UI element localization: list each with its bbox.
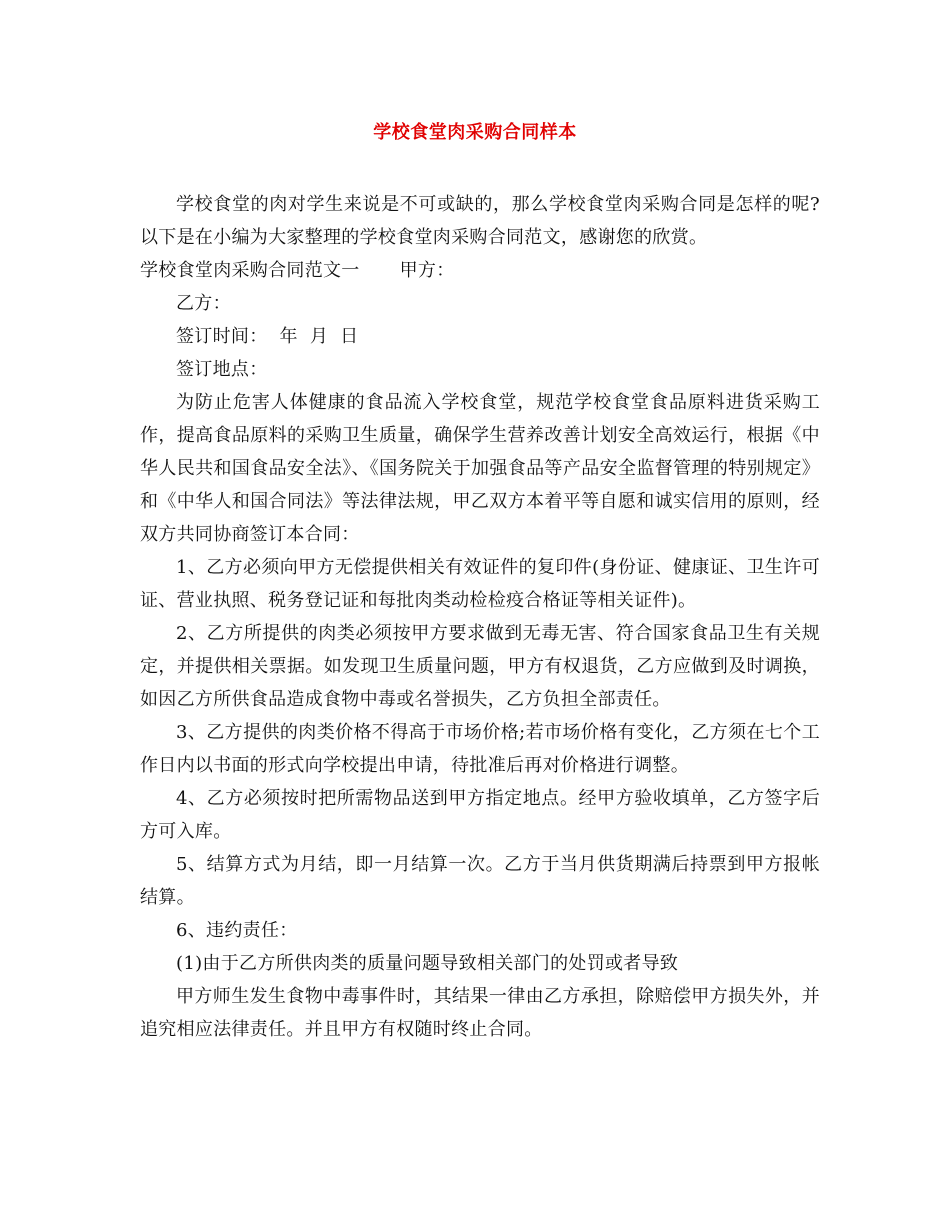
clause-4: 4、乙方必须按时把所需物品送到甲方指定地点。经甲方验收填单，乙方签字后方可入库。 <box>140 788 820 842</box>
clause-5: 5、结算方式为月结，即一月结算一次。乙方于当月供货期满后持票到甲方报帐结算。 <box>140 854 820 908</box>
clause-3: 3、乙方提供的肉类价格不得高于市场价格;若市场价格有变化，乙方须在七个工作日内以书面的形式向学校提出申请，待批准后再对价格进行调整。 <box>140 722 820 776</box>
intro-paragraph: 学校食堂的肉对学生来说是不可或缺的，那么学校食堂肉采购合同是怎样的呢?以下是在小编为大家整理的学校食堂肉采购合同范文，感谢您的欣赏。 <box>140 194 820 248</box>
date-month: 月 <box>309 326 329 347</box>
sign-place-label: 签订地点： <box>176 359 268 380</box>
clause-1: 1、乙方必须向甲方无偿提供相关有效证件的复印件(身份证、健康证、卫生许可证、营业执照、税务登记证和每批肉类动检检疫合格证等相关证件)。 <box>140 557 820 611</box>
sign-time-line <box>140 320 820 353</box>
clause-6-heading: 6、违约责任： <box>176 920 298 941</box>
sample-heading-line <box>140 254 820 287</box>
preamble-paragraph: 为防止危害人体健康的食品流入学校食堂，规范学校食堂食品原料进货采购工作，提高食品原料的采购卫生质量，确保学生营养改善计划安全高效运行，根据《中华人民共和国食品安全法》、《国务院关于加强食品等产品安全监督管理的特别规定》和《中华人和国合同法》等法律法规，甲乙双方本着平等自愿和诚实信用的原则，经双方共同协商签订本合同： <box>140 392 820 545</box>
date-day: 日 <box>340 326 359 347</box>
clause-6-item-1-continued: 甲方师生发生食物中毒事件时，其结果一律由乙方承担，除赔偿甲方损失外，并追究相应法律责任。并且甲方有权随时终止合同。 <box>140 986 820 1040</box>
date-year: 年 <box>279 326 298 347</box>
clause-6-item-1: (1)由于乙方所供肉类的质量问题导致相关部门的处罚或者导致 <box>176 953 679 974</box>
sign-time-label: 签订时间： <box>176 326 268 347</box>
party-b-label: 乙方： <box>176 293 231 314</box>
sample-heading: 学校食堂肉采购合同范文一 <box>140 260 360 281</box>
document-body <box>140 188 820 1046</box>
document-title: 学校食堂肉采购合同样本 <box>373 122 577 143</box>
clause-2: 2、乙方所提供的肉类必须按甲方要求做到无毒无害、符合国家食品卫生有关规定，并提供相关票据。如发现卫生质量问题，甲方有权退货，乙方应做到及时调换，如因乙方所供食品造成食物中毒或名誉损失，乙方负担全部责任。 <box>140 623 820 710</box>
party-a-label: 甲方： <box>399 260 455 281</box>
